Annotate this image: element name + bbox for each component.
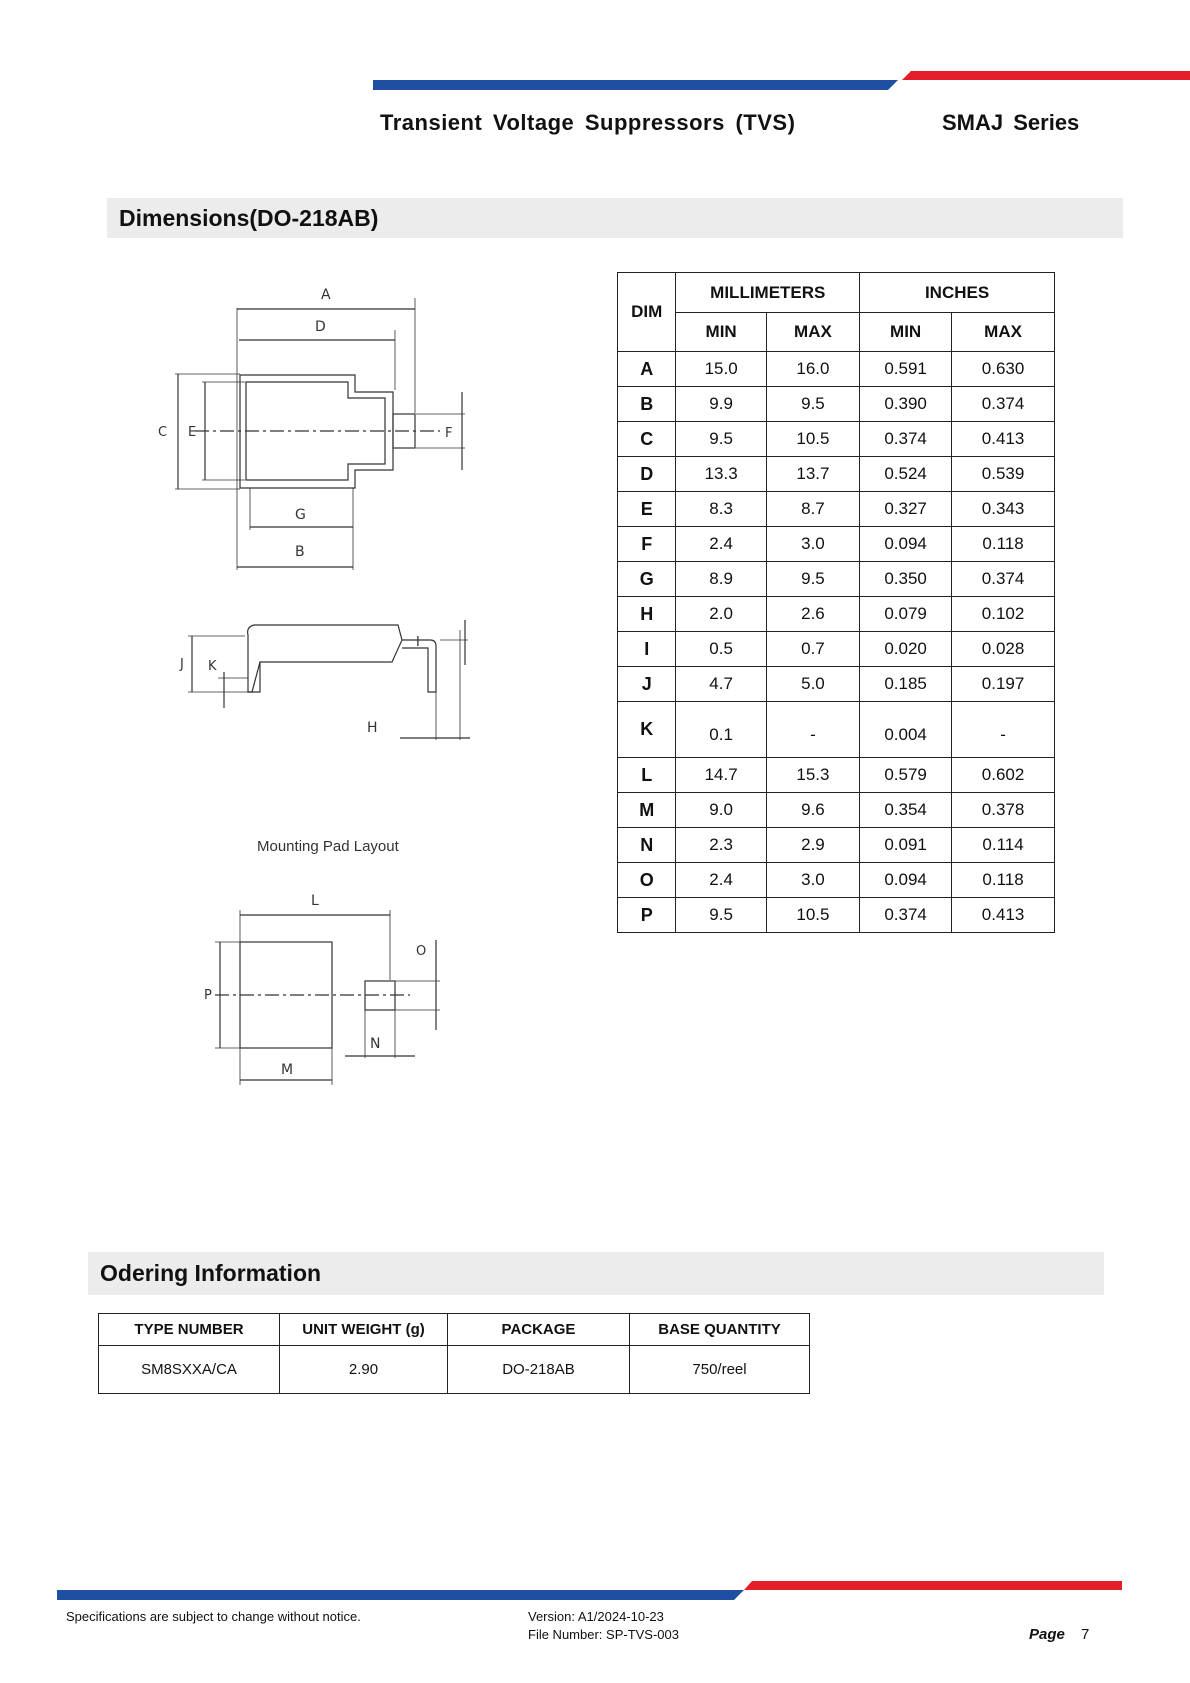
value-cell-mm-min: 14.7 (676, 758, 766, 793)
value-cell-in-max: 0.378 (952, 793, 1055, 828)
col-group-inches: INCHES (860, 273, 1055, 313)
dim-label-J: J (180, 657, 184, 672)
table-row (618, 492, 1055, 527)
dimensions-table (617, 272, 1055, 933)
ordering-cell-package: DO-218AB (448, 1346, 630, 1394)
table-row (618, 863, 1055, 898)
footer-version: Version: A1/2024-10-23 (528, 1609, 664, 1624)
value-cell-mm-min: 2.0 (676, 597, 766, 632)
value-cell-mm-min: 8.3 (676, 492, 766, 527)
ordering-header-weight: UNIT WEIGHT (g) (280, 1314, 448, 1346)
ordering-header-type: TYPE NUMBER (99, 1314, 280, 1346)
value-cell-in-max: 0.343 (952, 492, 1055, 527)
dim-cell: I (618, 632, 676, 667)
value-cell-mm-max: 2.9 (766, 828, 859, 863)
col-mm-max: MAX (766, 313, 859, 352)
col-in-min: MIN (860, 313, 952, 352)
dim-label-N: N (370, 1036, 381, 1052)
table-row (618, 632, 1055, 667)
dim-cell: N (618, 828, 676, 863)
dim-label-P: P (204, 988, 212, 1003)
value-cell-in-min: 0.524 (860, 457, 952, 492)
value-cell-mm-min: 4.7 (676, 667, 766, 702)
value-cell-in-max: 0.374 (952, 562, 1055, 597)
dim-label-H: H (367, 720, 378, 736)
dim-label-L: L (311, 893, 319, 909)
value-cell-in-min: 0.579 (860, 758, 952, 793)
value-cell-mm-min: 9.5 (676, 422, 766, 457)
col-group-millimeters: MILLIMETERS (676, 273, 860, 313)
dim-cell: P (618, 898, 676, 933)
value-cell-mm-min: 9.0 (676, 793, 766, 828)
table-row (618, 667, 1055, 702)
value-cell-in-min: 0.591 (860, 352, 952, 387)
value-cell-in-max: 0.602 (952, 758, 1055, 793)
value-cell-in-max: 0.413 (952, 898, 1055, 933)
ordering-cell-weight: 2.90 (280, 1346, 448, 1394)
ordering-section-title: Odering Information (88, 1252, 1104, 1295)
dim-cell: B (618, 387, 676, 422)
value-cell-mm-max: 10.5 (766, 422, 859, 457)
ordering-header-quantity: BASE QUANTITY (630, 1314, 810, 1346)
value-cell-in-min: 0.094 (860, 863, 952, 898)
value-cell-in-max: 0.413 (952, 422, 1055, 457)
value-cell-mm-min: 15.0 (676, 352, 766, 387)
value-cell-mm-min: 0.1 (676, 702, 766, 758)
table-row (618, 828, 1055, 863)
dim-cell: D (618, 457, 676, 492)
value-cell-in-max: 0.630 (952, 352, 1055, 387)
value-cell-mm-max: 10.5 (766, 898, 859, 933)
value-cell-in-min: 0.390 (860, 387, 952, 422)
value-cell-mm-max: 5.0 (766, 667, 859, 702)
value-cell-in-min: 0.091 (860, 828, 952, 863)
ordering-header-package: PACKAGE (448, 1314, 630, 1346)
value-cell-in-max: - (952, 702, 1055, 758)
mounting-pad-caption: Mounting Pad Layout (257, 838, 399, 855)
dim-label-E: E (188, 425, 197, 440)
value-cell-mm-min: 2.4 (676, 527, 766, 562)
value-cell-mm-min: 9.9 (676, 387, 766, 422)
dim-label-G: G (295, 507, 306, 523)
value-cell-mm-max: 0.7 (766, 632, 859, 667)
dim-label-A: A (321, 287, 331, 303)
value-cell-in-min: 0.094 (860, 527, 952, 562)
dim-label-F: F (445, 426, 453, 441)
value-cell-mm-max: - (766, 702, 859, 758)
dim-cell: M (618, 793, 676, 828)
value-cell-in-min: 0.350 (860, 562, 952, 597)
dimensions-section-title: Dimensions(DO-218AB) (107, 198, 1123, 238)
value-cell-in-min: 0.185 (860, 667, 952, 702)
table-row (618, 422, 1055, 457)
value-cell-mm-max: 9.5 (766, 562, 859, 597)
dim-cell: G (618, 562, 676, 597)
dim-cell: O (618, 863, 676, 898)
value-cell-mm-min: 2.4 (676, 863, 766, 898)
mounting-pad-drawing (180, 880, 480, 1100)
value-cell-in-min: 0.374 (860, 422, 952, 457)
value-cell-in-min: 0.354 (860, 793, 952, 828)
dim-cell: K (618, 702, 676, 758)
footer-notice: Specifications are subject to change without notice. (66, 1609, 361, 1624)
package-outline-drawing (140, 280, 480, 760)
value-cell-in-max: 0.028 (952, 632, 1055, 667)
table-row (618, 898, 1055, 933)
ordering-table (98, 1313, 810, 1394)
dim-cell: H (618, 597, 676, 632)
footer-stripe-red (744, 1581, 1122, 1590)
value-cell-in-max: 0.539 (952, 457, 1055, 492)
page-title: Transient Voltage Suppressors (TVS) (380, 110, 796, 135)
dim-label-K: K (208, 659, 217, 674)
table-row (618, 597, 1055, 632)
table-row (618, 562, 1055, 597)
header-stripe-red (902, 71, 1190, 80)
table-row (618, 352, 1055, 387)
value-cell-in-min: 0.327 (860, 492, 952, 527)
col-in-max: MAX (952, 313, 1055, 352)
dim-cell: J (618, 667, 676, 702)
col-mm-min: MIN (676, 313, 766, 352)
table-row (618, 387, 1055, 422)
value-cell-in-max: 0.102 (952, 597, 1055, 632)
value-cell-mm-min: 2.3 (676, 828, 766, 863)
value-cell-mm-min: 0.5 (676, 632, 766, 667)
value-cell-mm-max: 16.0 (766, 352, 859, 387)
value-cell-in-max: 0.197 (952, 667, 1055, 702)
dim-cell: E (618, 492, 676, 527)
table-row (618, 527, 1055, 562)
table-row (618, 793, 1055, 828)
value-cell-mm-max: 8.7 (766, 492, 859, 527)
header-stripe-blue (373, 80, 898, 90)
page-number: 7 (1081, 1626, 1090, 1643)
col-dim: DIM (618, 273, 676, 352)
dimensions-table-body (618, 352, 1055, 933)
page-label: Page (1029, 1626, 1065, 1643)
table-row (618, 702, 1055, 758)
dim-label-D: D (315, 319, 326, 335)
footer-page (1029, 1626, 1089, 1643)
footer-file-number: File Number: SP-TVS-003 (528, 1627, 679, 1642)
value-cell-in-min: 0.004 (860, 702, 952, 758)
value-cell-mm-min: 13.3 (676, 457, 766, 492)
value-cell-mm-max: 3.0 (766, 527, 859, 562)
value-cell-mm-min: 8.9 (676, 562, 766, 597)
value-cell-mm-max: 9.6 (766, 793, 859, 828)
dim-label-C: C (158, 425, 168, 440)
value-cell-in-max: 0.114 (952, 828, 1055, 863)
value-cell-in-max: 0.374 (952, 387, 1055, 422)
side-view-body (248, 625, 402, 692)
dim-cell: C (618, 422, 676, 457)
footer-stripe (0, 1580, 1190, 1610)
value-cell-in-max: 0.118 (952, 527, 1055, 562)
table-row (618, 457, 1055, 492)
value-cell-mm-max: 2.6 (766, 597, 859, 632)
dim-cell: A (618, 352, 676, 387)
value-cell-in-min: 0.079 (860, 597, 952, 632)
value-cell-mm-max: 9.5 (766, 387, 859, 422)
dim-cell: L (618, 758, 676, 793)
dim-label-I: I (416, 635, 420, 650)
dim-cell: F (618, 527, 676, 562)
dim-label-M: M (281, 1062, 294, 1078)
value-cell-in-min: 0.374 (860, 898, 952, 933)
footer-stripe-blue (57, 1590, 744, 1600)
value-cell-mm-max: 15.3 (766, 758, 859, 793)
table-row (618, 758, 1055, 793)
header-stripe (0, 0, 1190, 100)
value-cell-in-max: 0.118 (952, 863, 1055, 898)
value-cell-mm-max: 13.7 (766, 457, 859, 492)
ordering-cell-type: SM8SXXA/CA (99, 1346, 280, 1394)
value-cell-mm-max: 3.0 (766, 863, 859, 898)
series-name: SMAJ Series (942, 110, 1080, 135)
dim-label-B: B (295, 544, 305, 560)
value-cell-in-min: 0.020 (860, 632, 952, 667)
value-cell-mm-min: 9.5 (676, 898, 766, 933)
dim-label-O: O (416, 944, 427, 959)
ordering-cell-quantity: 750/reel (630, 1346, 810, 1394)
